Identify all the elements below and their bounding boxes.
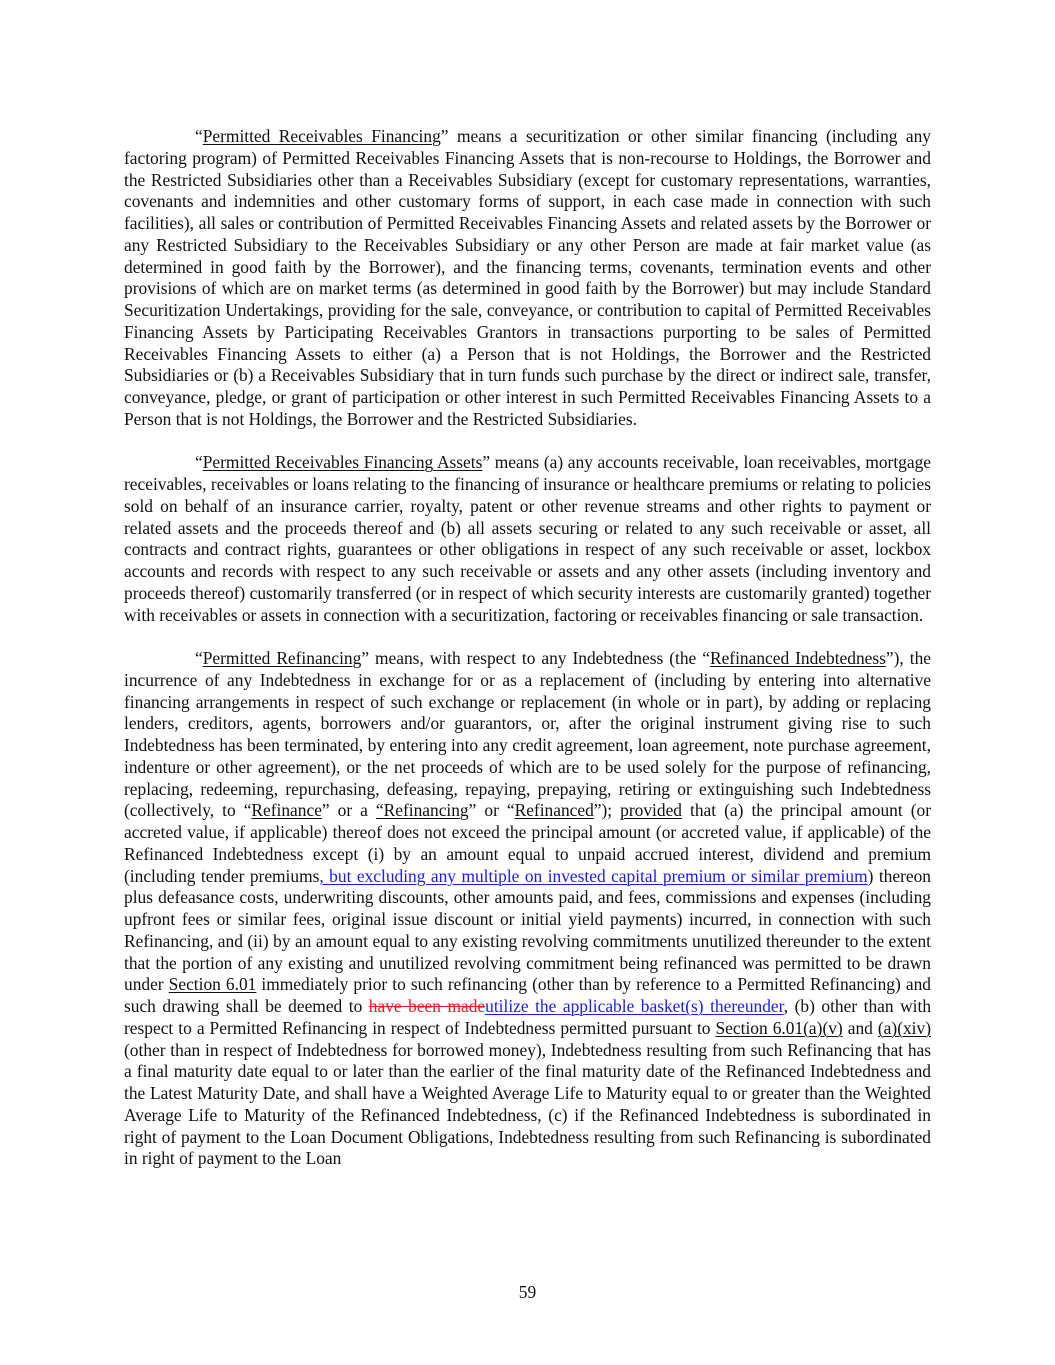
page-number: 59 — [518, 1282, 537, 1302]
definition-permitted-receivables-financing-assets — [124, 452, 931, 626]
text-run: “ — [195, 126, 203, 146]
inserted-text: , but excluding any multiple on invested capital premium or similar premium — [319, 865, 868, 886]
inserted-text: utilize the applicable basket(s) thereunder — [485, 996, 784, 1016]
defined-term: Section 6.01 — [168, 974, 257, 995]
text-run: (other than in respect of Indebtedness for borrowed money), Indebtedness resulting from such Refinancing that has a final maturity date equal to or later than the earlier of the final maturity date of the Refinanced Indebtedness and the Latest Maturity Date, and shall have a Weighted Average Life to Maturity equal to or greater than the Weighted Average Life to Maturity of the Refinanced Indebtedness, (c) if the Refinanced Indebtedness is subordinated in right of payment to the Loan Document Obligations, Indebtedness resulting from such Refinancing is subordinated in right of payment to the Loan — [124, 1039, 931, 1169]
text-run: ” means, with respect to any Indebtedness (the “ — [361, 648, 710, 668]
defined-term: provided — [620, 800, 682, 821]
text-run: ” or “ — [468, 800, 515, 821]
definition-permitted-receivables-financing — [124, 126, 931, 431]
text-run: ” means (a) any accounts receivable, loan receivables, mortgage receivables, receivables or loans relating to the financing of insurance or healthcare premiums or relating to policies sold on behalf of an insurance carrier, royalty, patent or other revenue streams and other rights to payment or related assets and the proceeds thereof and (b) all assets securing or related to any such receivable or asset, all contracts and contract rights, guarantees or other obligations in respect of any such receivable or asset, lockbox accounts and records with respect to any such receivable or assets and any other assets (including inventory and proceeds thereof) customarily transferred (or in respect of which security interests are customarily granted) together with receivables or assets in connection with a securitization, factoring or receivables financing or sale transaction. — [124, 452, 931, 625]
defined-term: Permitted Receivables Financing — [202, 126, 441, 146]
defined-term: Permitted Receivables Financing Assets — [202, 452, 483, 473]
deleted-text: have been made — [368, 996, 486, 1016]
defined-term: Refinanced — [514, 800, 594, 821]
defined-term: Refinanced Indebtedness — [709, 648, 886, 668]
defined-term: Section 6.01(a)(v) — [715, 1017, 843, 1038]
defined-term: Refinance — [251, 800, 322, 821]
text-run: ”); — [593, 800, 621, 821]
text-run: ” means a securitization or other similar financing (including any factoring program) of Permitted Receivables Financing Assets that is non-recourse to Holdings, the Borrower and the Restricted Subsidiaries other than a Receivables Subsidiary (except for customary representations, warranties, covenants and indemnities and other customary forms of support, in each case made in connection with such facilities), all sales or contribution of Permitted Receivables Financing Assets and related assets by the Borrower or any Restricted Subsidiary to the Receivables Subsidiary or any other Person are made at fair market value (as determined in good faith by the Borrower), and the financing terms, covenants, termination events and other provisions of which are on market terms (as determined in good faith by the Borrower) but may include Standard Securitization Undertakings, providing for the sale, conveyance, or contribution to capital of Permitted Receivables Financing Assets by Participating Receivables Grantors in transactions purporting to be sales of Permitted Receivables Financing Assets to either (a) a Person that is not Holdings, the Borrower and the Restricted Subsidiaries or (b) a Receivables Subsidiary that in turn funds such purchase by the direct or indirect sale, transfer, conveyance, pledge, or grant of participation or other interest in such Permitted Receivables Financing Assets to a Person that is not Holdings, the Borrower and the Restricted Subsidiaries. — [124, 126, 931, 429]
text-run: immediately prior to such refinancing (other than by reference to a Permitted Refinancing) and such drawing shall be deemed to — [124, 974, 931, 1016]
defined-term: Permitted Refinancing — [202, 648, 362, 668]
text-run: “ — [195, 452, 203, 473]
text-run: , (b) other than with respect to a Permitted Refinancing in respect of Indebtedness permitted pursuant to — [124, 996, 932, 1038]
text-run: ) thereon plus defeasance costs, underwriting discounts, other amounts paid, and fees, commissions and expenses (including upfront fees or similar fees, original issue discount or initial yield payments) incurred, in connection with such Refinancing, and (ii) by an amount equal to any existing revolving commitments unutilized thereunder to the extent that the portion of any existing and unutilized revolving commitment being refinanced was permitted to be drawn under — [124, 865, 931, 995]
text-run: ”), the incurrence of any Indebtedness in exchange for or as a replacement of (including by entering into alternative financing arrangements in respect of such exchange or replacement (in whole or in part), by adding or replacing lenders, creditors, agents, borrowers and/or guarantors, or, after the original instrument giving rise to such Indebtedness has been terminated, by entering into any credit agreement, loan agreement, note purchase agreement, indenture or other agreement), or the net proceeds of which are to be used solely for the purpose of refinancing, replacing, redeeming, repurchasing, defeasing, repaying, prepaying, retiring or extinguishing such Indebtedness (collectively, to “ — [124, 648, 931, 821]
defined-term: “Refinancing — [375, 800, 469, 821]
text-run: that (a) the principal amount (or accreted value, if applicable) thereof does not exceed the principal amount (or accreted value, if applicable) of the Refinanced Indebtedness except (i) by an amount equal to unpaid accrued interest, dividend and premium (including tender premiums — [124, 800, 931, 886]
text-run: and — [842, 1017, 878, 1038]
text-run: ” or a — [321, 800, 376, 821]
document-page — [124, 126, 931, 1192]
defined-term: (a)(xiv) — [877, 1017, 931, 1038]
text-run: “ — [195, 648, 203, 668]
definition-permitted-refinancing — [124, 648, 931, 1170]
